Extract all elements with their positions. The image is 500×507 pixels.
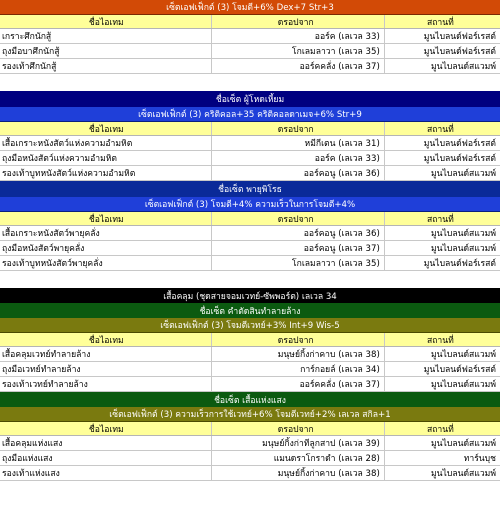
- location: มูนไบลนด์ฟอร์เรสต์: [423, 139, 496, 149]
- spacer: [0, 74, 500, 91]
- header-location: สถานที่: [426, 424, 454, 435]
- drop-from: แมนดราโกราดำ (เลเวล 28): [212, 451, 385, 465]
- drop-from: โกเลมลาวา (เลเวล 35): [212, 44, 385, 58]
- header-drop-from: ดรอปจาก: [212, 15, 385, 28]
- drop-from: ออร์คอนู (เลเวล 36): [212, 166, 385, 180]
- header-drop-from: ดรอปจาก: [212, 422, 385, 435]
- table-row: [0, 44, 500, 59]
- set-bonus-text: เซ็ตเอฟเฟ็กต์ (3) โจมตี+4% ความเร็วในการโจมตี+4%: [144, 200, 356, 210]
- item-name: รองเท้าบูทหนังสัตว์พายุคลั่ง: [0, 256, 212, 270]
- header-item-name: ชื่อไอเทม: [0, 422, 212, 435]
- item-name: เสื้อคลุมแห่งแสง: [0, 436, 212, 450]
- item-name: ถุงมือบาศึกนักสู้: [0, 44, 212, 58]
- location: มูนไบลนด์สแวมพ์: [431, 244, 496, 254]
- header-location: สถานที่: [426, 335, 454, 346]
- table-row: [0, 226, 500, 241]
- header-item-name: ชื่อไอเทม: [0, 333, 212, 346]
- drop-from: มนุษย์กิ้งก่าคาบ (เลเวล 38): [212, 347, 385, 361]
- set-name-text: ชื่อเซ็ต เสื้อแห่งแสง: [214, 395, 286, 406]
- header-drop-from: ดรอปจาก: [212, 122, 385, 135]
- item-name: ถุงมือแห่งแสง: [0, 451, 212, 465]
- item-name: เสื้อคลุมเวทย์ทำลายล้าง: [0, 347, 212, 361]
- set-name-text: ชื่อเซ็ต ผู้โหดเหี้ยม: [215, 95, 285, 105]
- set-name-bar: [0, 181, 500, 197]
- set-name-text: ชื่อเซ็ต คำตัดสินทำลายล้าง: [199, 306, 301, 317]
- table-row: [0, 59, 500, 74]
- location: มูนไบลนด์ฟอร์เรสต์: [423, 47, 496, 57]
- header-drop-from: ดรอปจาก: [212, 212, 385, 225]
- location: ทาร์นบุช: [463, 454, 496, 464]
- table-header: [0, 15, 500, 29]
- table-header: [0, 422, 500, 436]
- table-row: [0, 29, 500, 44]
- table-row: [0, 377, 500, 392]
- item-name: เสื้อเกราะหนังสัตว์แห่งความอำมหิต: [0, 136, 212, 150]
- header-location: สถานที่: [426, 214, 454, 225]
- set-bonus-bar: [0, 197, 500, 212]
- drop-from: ออร์ค (เลเวล 33): [212, 29, 385, 43]
- location: มูนไบลนด์สแวมพ์: [431, 439, 496, 449]
- set-bonus-text: เซ็ตเอฟเฟ็กต์ (3) คริติคอล+35 คริติคอลดาเมจ+6% Str+9: [138, 110, 362, 120]
- table-header: [0, 333, 500, 347]
- set-bonus-bar: [0, 107, 500, 122]
- drop-from: ออร์ค (เลเวล 33): [212, 151, 385, 165]
- location: มูนไบลนด์สแวมพ์: [431, 229, 496, 239]
- item-name: รองเท้าศึกนักสู้: [0, 59, 212, 73]
- drop-from: ออร์คอนู (เลเวล 37): [212, 241, 385, 255]
- drop-from: ออร์คคลั่ง (เลเวล 37): [212, 377, 385, 391]
- location: มูนไบลนด์ฟอร์เรสต์: [423, 154, 496, 164]
- set-bonus-bar: [0, 407, 500, 422]
- header-location: สถานที่: [426, 17, 454, 28]
- set-name-bar: [0, 303, 500, 318]
- drop-from: ออร์คคลั่ง (เลเวล 37): [212, 59, 385, 73]
- table-header: [0, 212, 500, 226]
- location: มูนไบลนด์ฟอร์เรสต์: [423, 259, 496, 269]
- location: มูนไบลนด์ฟอร์เรสต์: [423, 32, 496, 42]
- spacer: [0, 271, 500, 288]
- table-row: [0, 466, 500, 481]
- table-row: [0, 241, 500, 256]
- location: มูนไบลนด์สแวมพ์: [431, 169, 496, 179]
- category-title-bar: [0, 288, 500, 303]
- set-name-text: ชื่อเซ็ต พายุพิโรธ: [218, 185, 282, 195]
- set-bonus-text: เซ็ตเอฟเฟ็กต์ (3) โจมตีเวทย์+3% Int+9 Wis-5: [160, 321, 340, 331]
- table-row: [0, 347, 500, 362]
- location: มูนไบลนด์สแวมพ์: [431, 62, 496, 72]
- header-location: สถานที่: [426, 124, 454, 135]
- header-item-name: ชื่อไอเทม: [0, 122, 212, 135]
- header-item-name: ชื่อไอเทม: [0, 15, 212, 28]
- header-drop-from: ดรอปจาก: [212, 333, 385, 346]
- table-row: [0, 166, 500, 181]
- drop-from: มนุษย์กิ้งก่าคาบ (เลเวล 38): [212, 466, 385, 480]
- set-bonus-bar: [0, 0, 500, 15]
- set-name-bar: [0, 91, 500, 107]
- table-row: [0, 256, 500, 271]
- item-name: รองเท้าเวทย์ทำลายล้าง: [0, 377, 212, 391]
- drop-from: โกเลมลาวา (เลเวล 35): [212, 256, 385, 270]
- drop-from: การ์กอยล์ (เลเวล 34): [212, 362, 385, 376]
- location: มูนไบลนด์ฟอร์เรสต์: [423, 365, 496, 375]
- header-item-name: ชื่อไอเทม: [0, 212, 212, 225]
- item-name: รองเท้าบูทหนังสัตว์แห่งความอำมหิต: [0, 166, 212, 180]
- table-row: [0, 136, 500, 151]
- location: มูนไบลนด์สแวมพ์: [431, 380, 496, 390]
- location: มูนไบลนด์สแวมพ์: [431, 469, 496, 479]
- item-name: เสื้อเกราะหนังสัตว์พายุคลั่ง: [0, 226, 212, 240]
- set-name-bar: [0, 392, 500, 407]
- drop-from: มนุษย์กิ้งก่าทีลูกสาป (เลเวล 39): [212, 436, 385, 450]
- table-row: [0, 362, 500, 377]
- item-name: เกราะศึกนักสู้: [0, 29, 212, 43]
- category-title-text: เสื้อคลุม (ชุดสายจอมเวทย์-ซัพพอร์ต) เลเวล 34: [163, 291, 337, 302]
- drop-from: ออร์คอนู (เลเวล 36): [212, 226, 385, 240]
- table-row: [0, 151, 500, 166]
- location: มูนไบลนด์สแวมพ์: [431, 350, 496, 360]
- set-bonus-text: เซ็ตเอฟเฟ็กต์ (3) ความเร็วการใช้เวทย์+6% โจมตีเวทย์+2% เลเวล สกิล+1: [109, 410, 391, 420]
- table-row: [0, 451, 500, 466]
- item-name: ถุงมือหนังสัตว์แห่งความอำมหิต: [0, 151, 212, 165]
- drop-from: หมีกีเตน (เลเวล 31): [212, 136, 385, 150]
- set-bonus-bar: [0, 318, 500, 333]
- item-name: รองเท้าแห่งแสง: [0, 466, 212, 480]
- item-name: ถุงมือหนังสัตว์พายุคลั่ง: [0, 241, 212, 255]
- set-bonus-text: เซ็ตเอฟเฟ็กต์ (3) โจมตี+6% Dex+7 Str+3: [166, 3, 334, 13]
- table-header: [0, 122, 500, 136]
- item-name: ถุงมือเวทย์ทำลายล้าง: [0, 362, 212, 376]
- table-row: [0, 436, 500, 451]
